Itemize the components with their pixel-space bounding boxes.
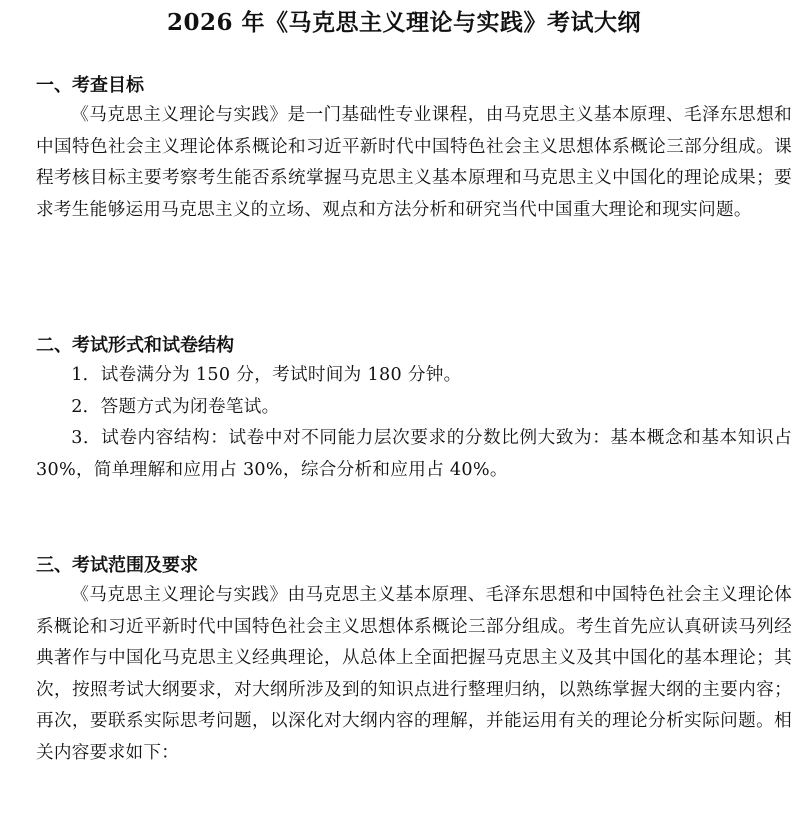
section-exam-objectives — [36, 73, 792, 226]
list-item: 2．答题方式为闭卷笔试。 — [71, 396, 280, 417]
document-title: 2026 年《马克思主义理论与实践》考试大纲 — [166, 9, 642, 36]
section-paragraph: 《马克思主义理论与实践》由马克思主义基本原理、毛泽东思想和中国特色社会主义理论体系概论和习近平新时代中国特色社会主义思想体系概论三部分组成。考生首先应认真研读马列经典著作与中国化马克思主义经典理论，从总体上全面把握马克思主义及其中国化的基本理论；其次，按照考试大纲要求，对大纲所涉及到的知识点进行整理归纳，以熟练掌握大纲的主要内容；再次，要联系实际思考问题，以深化对大纲内容的理解，并能运用有关的理论分析实际问题。相关内容要求如下： — [36, 585, 792, 763]
section-heading: 三、考试范围及要求 — [36, 555, 198, 576]
section-exam-scope — [36, 553, 792, 769]
section-paragraph: 《马克思主义理论与实践》是一门基础性专业课程，由马克思主义基本原理、毛泽东思想和中国特色社会主义理论体系概论和习近平新时代中国特色社会主义思想体系概论三部分组成。课程考核目标主要考察考生能否系统掌握马克思主义基本原理和马克思主义中国化的理论成果；要求考生能够运用马克思主义的立场、观点和方法分析和研究当代中国重大理论和现实问题。 — [36, 105, 792, 220]
section-heading: 二、考试形式和试卷结构 — [36, 335, 234, 356]
section-heading: 一、考查目标 — [36, 75, 144, 96]
section-body — [36, 100, 792, 226]
list-item: 3．试卷内容结构：试卷中对不同能力层次要求的分数比例大致为：基本概念和基本知识占 30%，简单理解和应用占 30%，综合分析和应用占 40%。 — [36, 428, 792, 480]
list-item: 1．试卷满分为 150 分，考试时间为 180 分钟。 — [71, 365, 462, 385]
section-body — [36, 580, 792, 769]
section-body — [36, 360, 792, 486]
section-exam-format — [36, 333, 792, 486]
